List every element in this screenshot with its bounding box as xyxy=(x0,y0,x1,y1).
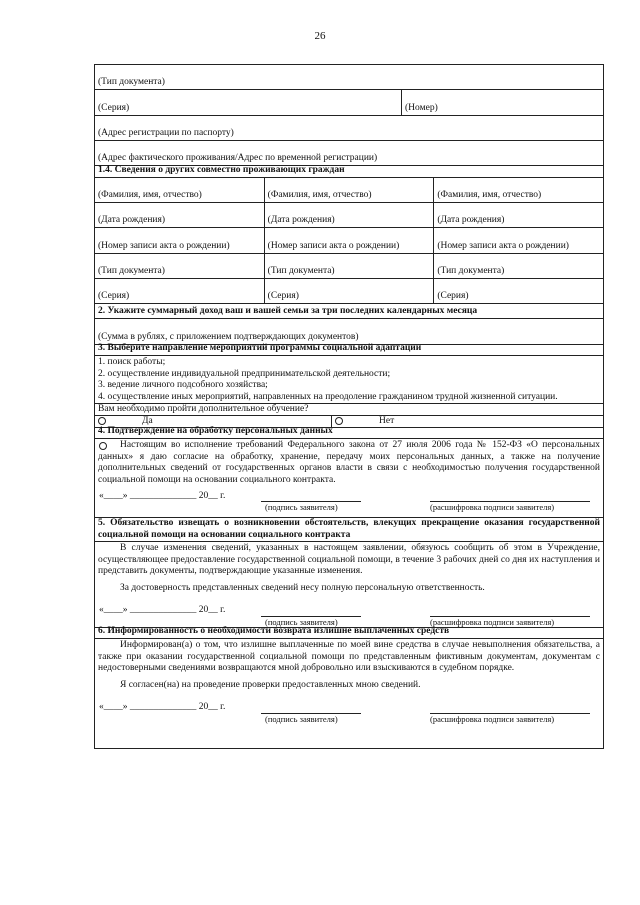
doc-type-label: (Тип документа) xyxy=(98,77,165,87)
number-label: (Номер) xyxy=(405,103,438,113)
doc-type-row[interactable] xyxy=(95,65,603,89)
person-1-fio[interactable] xyxy=(95,178,264,202)
person-2-fio[interactable] xyxy=(264,178,434,202)
person-3-birthdate[interactable] xyxy=(433,203,603,227)
refund-date-field[interactable]: «____» ______________ 20__ г. xyxy=(99,702,226,712)
yes-label: Да xyxy=(142,415,153,426)
person-2-fio-label: (Фамилия, имя, отчество) xyxy=(267,190,372,200)
actual-address-row[interactable] xyxy=(95,140,603,165)
section-2-heading: 2. Укажите суммарный доход ваш и вашей семьи за три последних календарных месяца xyxy=(98,306,478,316)
section-2-title xyxy=(95,303,603,318)
section-3-title xyxy=(95,344,603,355)
person-3-birthdate-label: (Дата рождения) xyxy=(437,215,505,225)
option-job-search[interactable]: 1. поиск работы; xyxy=(98,357,166,367)
number-field[interactable] xyxy=(401,90,603,115)
series-label: (Серия) xyxy=(98,103,130,113)
application-form xyxy=(94,64,604,749)
person-2-birthdate-label: (Дата рождения) xyxy=(267,215,335,225)
section-6-title xyxy=(95,627,603,638)
reg-address-row[interactable] xyxy=(95,115,603,140)
yes-radio-icon[interactable] xyxy=(98,417,106,425)
person-3-fio-label: (Фамилия, имя, отчество) xyxy=(437,190,542,200)
refund-block xyxy=(95,638,603,748)
option-household[interactable]: 3. ведение личного подсобного хозяйства; xyxy=(98,380,268,390)
persons-fio-row xyxy=(95,177,603,202)
obligation-block xyxy=(95,541,603,627)
series-field[interactable] xyxy=(95,90,401,115)
no-radio-icon[interactable] xyxy=(335,417,343,425)
person-1-birth-record-label: (Номер записи акта о рождении) xyxy=(98,241,230,251)
person-2-doc-type[interactable] xyxy=(264,254,434,278)
refund-paragraph-1: Информирован(а) о том, что излишне выплаченные по моей вине средства в случае невыполнения обязательства, а также при оказании государственной социальной помощи по представленным фиктивным документам, документам с недостоверными сведениями возвращаются мной добровольно или взыскиваются в судебном порядке. xyxy=(98,640,600,673)
person-1-birthdate-label: (Дата рождения) xyxy=(98,215,166,225)
section-6-heading: 6. Информированность о необходимости возврата излишне выплаченных средств xyxy=(98,626,450,636)
refund-signature xyxy=(95,692,603,748)
consent-date-field[interactable]: «____» ______________ 20__ г. xyxy=(99,491,226,501)
option-other[interactable]: 4. осуществление иных мероприятий, направленных на преодоление гражданином трудной жизненной ситуации. xyxy=(98,391,558,402)
refund-decode-label: (расшифровка подписи заявителя) xyxy=(430,714,555,724)
section-4-title xyxy=(95,427,603,438)
refund-paragraph-2: Я согласен(на) на проведение проверки предоставленных мною сведений. xyxy=(120,679,421,690)
person-3-series-label: (Серия) xyxy=(437,291,469,301)
person-2-birth-record-label: (Номер записи акта о рождении) xyxy=(267,241,400,251)
page-number: 26 xyxy=(314,30,326,42)
series-number-row xyxy=(95,89,603,115)
consent-sign-label: (подпись заявителя) xyxy=(265,502,338,512)
persons-birth-record-row xyxy=(95,227,603,253)
section-5-heading: 5. Обязательство извещать о возникновении обстоятельств, влекущих прекращение оказания государственной социальной помощи на основании социального контракта xyxy=(98,518,600,540)
person-1-fio-label: (Фамилия, имя, отчество) xyxy=(98,190,202,200)
person-2-series[interactable] xyxy=(264,279,434,303)
answer-no[interactable] xyxy=(331,416,603,427)
consent-paragraph xyxy=(95,439,603,487)
persons-birthdate-row xyxy=(95,202,603,227)
person-3-series[interactable] xyxy=(433,279,603,303)
option-entrepreneurship[interactable]: 2. осуществление индивидуальной предпринимательской деятельности; xyxy=(98,368,391,379)
refund-sign-label: (подпись заявителя) xyxy=(265,714,338,724)
person-1-birthdate[interactable] xyxy=(95,203,264,227)
person-2-birth-record[interactable] xyxy=(264,228,434,253)
consent-checkbox-icon[interactable] xyxy=(99,442,107,450)
section-3-heading: 3. Выберите направление мероприятий программы социальной адаптации xyxy=(98,343,422,353)
consent-block xyxy=(95,438,603,517)
obligation-date-field[interactable]: «____» ______________ 20__ г. xyxy=(99,605,226,615)
obligation-paragraph-1: В случае изменения сведений, указанных в настоящем заявлении, обязуюсь сообщить об этом в Учреждение, осуществляющее предоставление государственной социальной помощи, в течение 3 рабочих дней со дня их наступления и представить документы, подтверждающие указанные изменения. xyxy=(98,543,600,576)
person-1-doc-type-label: (Тип документа) xyxy=(98,266,165,276)
person-2-series-label: (Серия) xyxy=(267,291,299,301)
person-1-doc-type[interactable] xyxy=(95,254,264,278)
section-1-4-heading: 1.4. Сведения о других совместно проживающих граждан xyxy=(98,165,345,175)
obligation-paragraph-2: За достоверность представленных сведений несу полную персональную ответственность. xyxy=(120,582,485,593)
person-2-birthdate[interactable] xyxy=(264,203,434,227)
actual-address-label: (Адрес фактического проживания/Адрес по временной регистрации) xyxy=(98,153,378,163)
obligation-decode-label: (расшифровка подписи заявителя) xyxy=(430,617,555,627)
no-label: Нет xyxy=(379,415,395,426)
income-row[interactable] xyxy=(95,318,603,344)
consent-text: Настоящим во исполнение требований Федерального закона от 27 июля 2006 года № 152-ФЗ «О персональных данных» я даю согласие на обработку, хранение, передачу моих персональных данных, а также на получение дополнительных сведений от государственных органов власти в связи с необходимостью получения государственной социальной помощи на основании социального контракта. xyxy=(98,440,600,485)
person-1-series[interactable] xyxy=(95,279,264,303)
income-caption: (Сумма в рублях, с приложением подтверждающих документов) xyxy=(98,332,359,342)
person-3-doc-type[interactable] xyxy=(433,254,603,278)
consent-signature xyxy=(95,487,603,517)
section-1-4-title xyxy=(95,165,603,177)
obligation-signature xyxy=(95,595,603,627)
person-3-birth-record[interactable] xyxy=(433,228,603,253)
obligation-sign-label: (подпись заявителя) xyxy=(265,617,338,627)
person-3-doc-type-label: (Тип документа) xyxy=(437,266,505,276)
persons-doc-type-row xyxy=(95,253,603,278)
section-4-heading: 4. Подтверждение на обработку персональных данных xyxy=(98,426,333,436)
reg-address-label: (Адрес регистрации по паспорту) xyxy=(98,128,234,138)
consent-decode-label: (расшифровка подписи заявителя) xyxy=(430,502,555,512)
person-1-birth-record[interactable] xyxy=(95,228,264,253)
training-question: Вам необходимо пройти дополнительное обучение? xyxy=(95,403,603,415)
person-2-doc-type-label: (Тип документа) xyxy=(267,266,335,276)
section-5-title xyxy=(95,517,603,541)
adaptation-options xyxy=(95,355,603,403)
persons-series-row xyxy=(95,278,603,303)
person-1-series-label: (Серия) xyxy=(98,291,130,301)
person-3-birth-record-label: (Номер записи акта о рождении) xyxy=(437,241,569,251)
person-3-fio[interactable] xyxy=(433,178,603,202)
